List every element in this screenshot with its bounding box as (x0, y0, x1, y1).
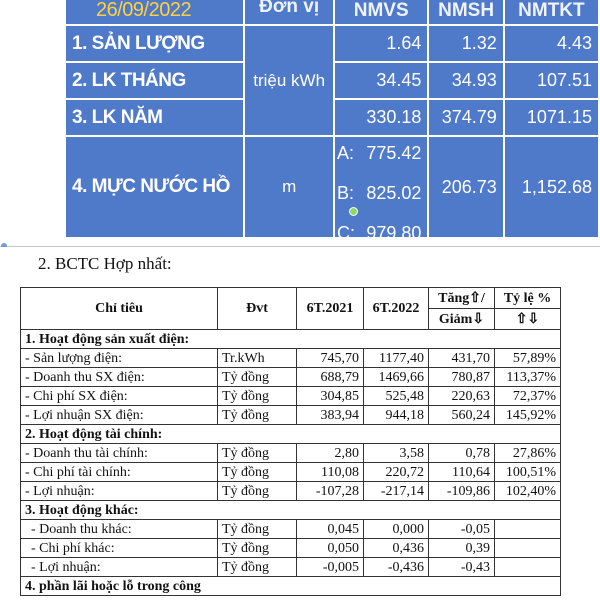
row-change: 0,78 (429, 444, 495, 463)
row-2021: -107,28 (297, 482, 364, 501)
row-unit: Tỷ đồng (218, 444, 297, 463)
row-unit: Tr.kWh (218, 349, 297, 368)
row-2022: 525,48 (364, 387, 429, 406)
table-row (21, 482, 561, 501)
row-name: - Lợi nhuận: (21, 558, 218, 577)
row-unit: Tỷ đồng (218, 387, 297, 406)
header-nmtkt[interactable]: NMTKT (504, 0, 599, 25)
row-unit: Tỷ đồng (218, 558, 297, 577)
row-2022: -217,14 (364, 482, 429, 501)
header-unit: Đvt (218, 288, 297, 330)
lake-a (335, 143, 423, 173)
cell-nmvs-lakes[interactable] (334, 136, 428, 243)
row-change: 560,24 (429, 406, 495, 425)
table-row (21, 520, 561, 539)
row-2022: 1177,40 (364, 349, 429, 368)
row-name: - Doanh thu SX điện: (21, 368, 218, 387)
lake-value: 775.42 (366, 143, 422, 163)
row-label[interactable]: 4. MỰC NƯỚC HỒ (65, 136, 244, 238)
row-ratio: 100,51% (495, 463, 561, 482)
table-row (21, 539, 561, 558)
lake-letter: C: (336, 223, 355, 243)
header-ratio-bottom: ⇧⇩ (495, 309, 561, 330)
row-2021: 383,94 (297, 406, 364, 425)
cell-nmsh[interactable]: 34.93 (428, 62, 503, 99)
row-2022: 220,72 (364, 463, 429, 482)
row-change: -0,43 (429, 558, 495, 577)
selection-handle-icon[interactable] (349, 207, 358, 216)
cell-nmtkt[interactable]: 107.51 (504, 62, 599, 99)
table-header-row (21, 288, 561, 309)
row-label[interactable]: 3. LK NĂM (65, 99, 244, 136)
header-unit[interactable]: Đơn vị (244, 0, 334, 25)
row-ratio: 72,37% (495, 387, 561, 406)
sheet-row-production (65, 25, 599, 62)
cell-nmtkt[interactable]: 1,152.68 (504, 136, 599, 238)
cell-nmvs[interactable]: 1.64 (334, 25, 428, 62)
row-ratio (495, 539, 561, 558)
header-indicator: Chỉ tiêu (21, 288, 218, 330)
header-2022: 6T.2022 (364, 288, 429, 330)
sheet-header-row (65, 0, 599, 25)
group-row (21, 501, 561, 520)
group-title: 4. phần lãi hoặc lỗ trong công (21, 577, 561, 596)
row-unit: Tỷ đồng (218, 368, 297, 387)
header-change-top: Tăng⇧/ (429, 288, 495, 309)
consolidated-financial-table (20, 287, 561, 596)
row-label[interactable]: 2. LK THÁNG (65, 62, 244, 99)
cell-nmsh[interactable]: 374.79 (428, 99, 503, 136)
energy-summary-table (64, 0, 600, 243)
table-row (21, 558, 561, 577)
cell-nmvs[interactable]: 330.18 (334, 99, 428, 136)
row-name: - Doanh thu tài chính: (21, 444, 218, 463)
group-row (21, 330, 561, 349)
row-name: - Lợi nhuận SX điện: (21, 406, 218, 425)
group-row (21, 425, 561, 444)
row-ratio (495, 520, 561, 539)
row-unit: Tỷ đồng (218, 406, 297, 425)
cell-nmsh[interactable]: 206.73 (428, 136, 503, 238)
energy-summary-sheet (0, 0, 600, 246)
table-row (21, 406, 561, 425)
lake-b (335, 183, 423, 213)
lake-letter: A: (336, 143, 354, 163)
row-unit: Tỷ đồng (218, 539, 297, 558)
cell-nmtkt[interactable]: 1071.15 (504, 99, 599, 136)
row-change: 110,64 (429, 463, 495, 482)
row-2021: 0,050 (297, 539, 364, 558)
table-row (21, 444, 561, 463)
row-ratio: 102,40% (495, 482, 561, 501)
row-2021: 2,80 (297, 444, 364, 463)
row-name: - Lợi nhuận: (21, 482, 218, 501)
row-change: -0,05 (429, 520, 495, 539)
row-unit: Tỷ đồng (218, 520, 297, 539)
group-row (21, 577, 561, 596)
row-ratio: 145,92% (495, 406, 561, 425)
row-ratio: 113,37% (495, 368, 561, 387)
sheet-row-lake-level (65, 136, 599, 238)
unit-energy-cell[interactable]: triệu kWh (244, 25, 334, 136)
row-2021: -0,005 (297, 558, 364, 577)
lake-value: 825.02 (366, 183, 422, 203)
table-row (21, 387, 561, 406)
group-title: 2. Hoạt động tài chính: (21, 425, 561, 444)
row-2022: 1469,66 (364, 368, 429, 387)
row-name: - Sản lượng điện: (21, 349, 218, 368)
financial-report-document (0, 247, 600, 600)
header-2021: 6T.2021 (297, 288, 364, 330)
row-2022: 0,436 (364, 539, 429, 558)
row-2021: 110,08 (297, 463, 364, 482)
section-title: 2. BCTC Hợp nhất: (38, 254, 172, 273)
table-row (21, 368, 561, 387)
row-2021: 304,85 (297, 387, 364, 406)
row-change: 220,63 (429, 387, 495, 406)
row-unit: Tỷ đồng (218, 463, 297, 482)
row-change: -109,86 (429, 482, 495, 501)
lake-c (335, 223, 423, 246)
row-2021: 688,79 (297, 368, 364, 387)
table-row (21, 349, 561, 368)
header-nmvs[interactable]: NMVS (334, 0, 428, 25)
row-unit: Tỷ đồng (218, 482, 297, 501)
row-2021: 745,70 (297, 349, 364, 368)
row-change: 780,87 (429, 368, 495, 387)
lake-level-list (335, 137, 427, 243)
row-label[interactable]: 1. SẢN LƯỢNG (65, 25, 244, 62)
row-2022: 3,58 (364, 444, 429, 463)
unit-meter-cell[interactable]: m (244, 136, 334, 238)
cell-nmvs[interactable]: 34.45 (334, 62, 428, 99)
row-ratio: 57,89% (495, 349, 561, 368)
row-change: 431,70 (429, 349, 495, 368)
group-title: 1. Hoạt động sản xuất điện: (21, 330, 561, 349)
row-change: 0,39 (429, 539, 495, 558)
header-nmsh[interactable]: NMSH (428, 0, 503, 25)
sheet-date[interactable]: 26/09/2022 (65, 0, 244, 25)
row-2021: 0,045 (297, 520, 364, 539)
row-name: - Chi phí tài chính: (21, 463, 218, 482)
row-name: - Doanh thu khác: (21, 520, 218, 539)
header-change-bottom: Giảm⇩ (429, 309, 495, 330)
cell-nmtkt[interactable]: 4.43 (504, 25, 599, 62)
header-ratio-top: Tỷ lệ % (495, 288, 561, 309)
row-name: - Chi phí SX điện: (21, 387, 218, 406)
row-2022: -0,436 (364, 558, 429, 577)
row-2022: 0,000 (364, 520, 429, 539)
cell-nmsh[interactable]: 1.32 (428, 25, 503, 62)
lake-value: 979.80 (366, 223, 422, 243)
row-ratio (495, 558, 561, 577)
lake-letter: B: (336, 183, 354, 203)
row-name: - Chi phí khác: (21, 539, 218, 558)
group-title: 3. Hoạt động khác: (21, 501, 561, 520)
row-2022: 944,18 (364, 406, 429, 425)
table-row (21, 463, 561, 482)
row-ratio: 27,86% (495, 444, 561, 463)
